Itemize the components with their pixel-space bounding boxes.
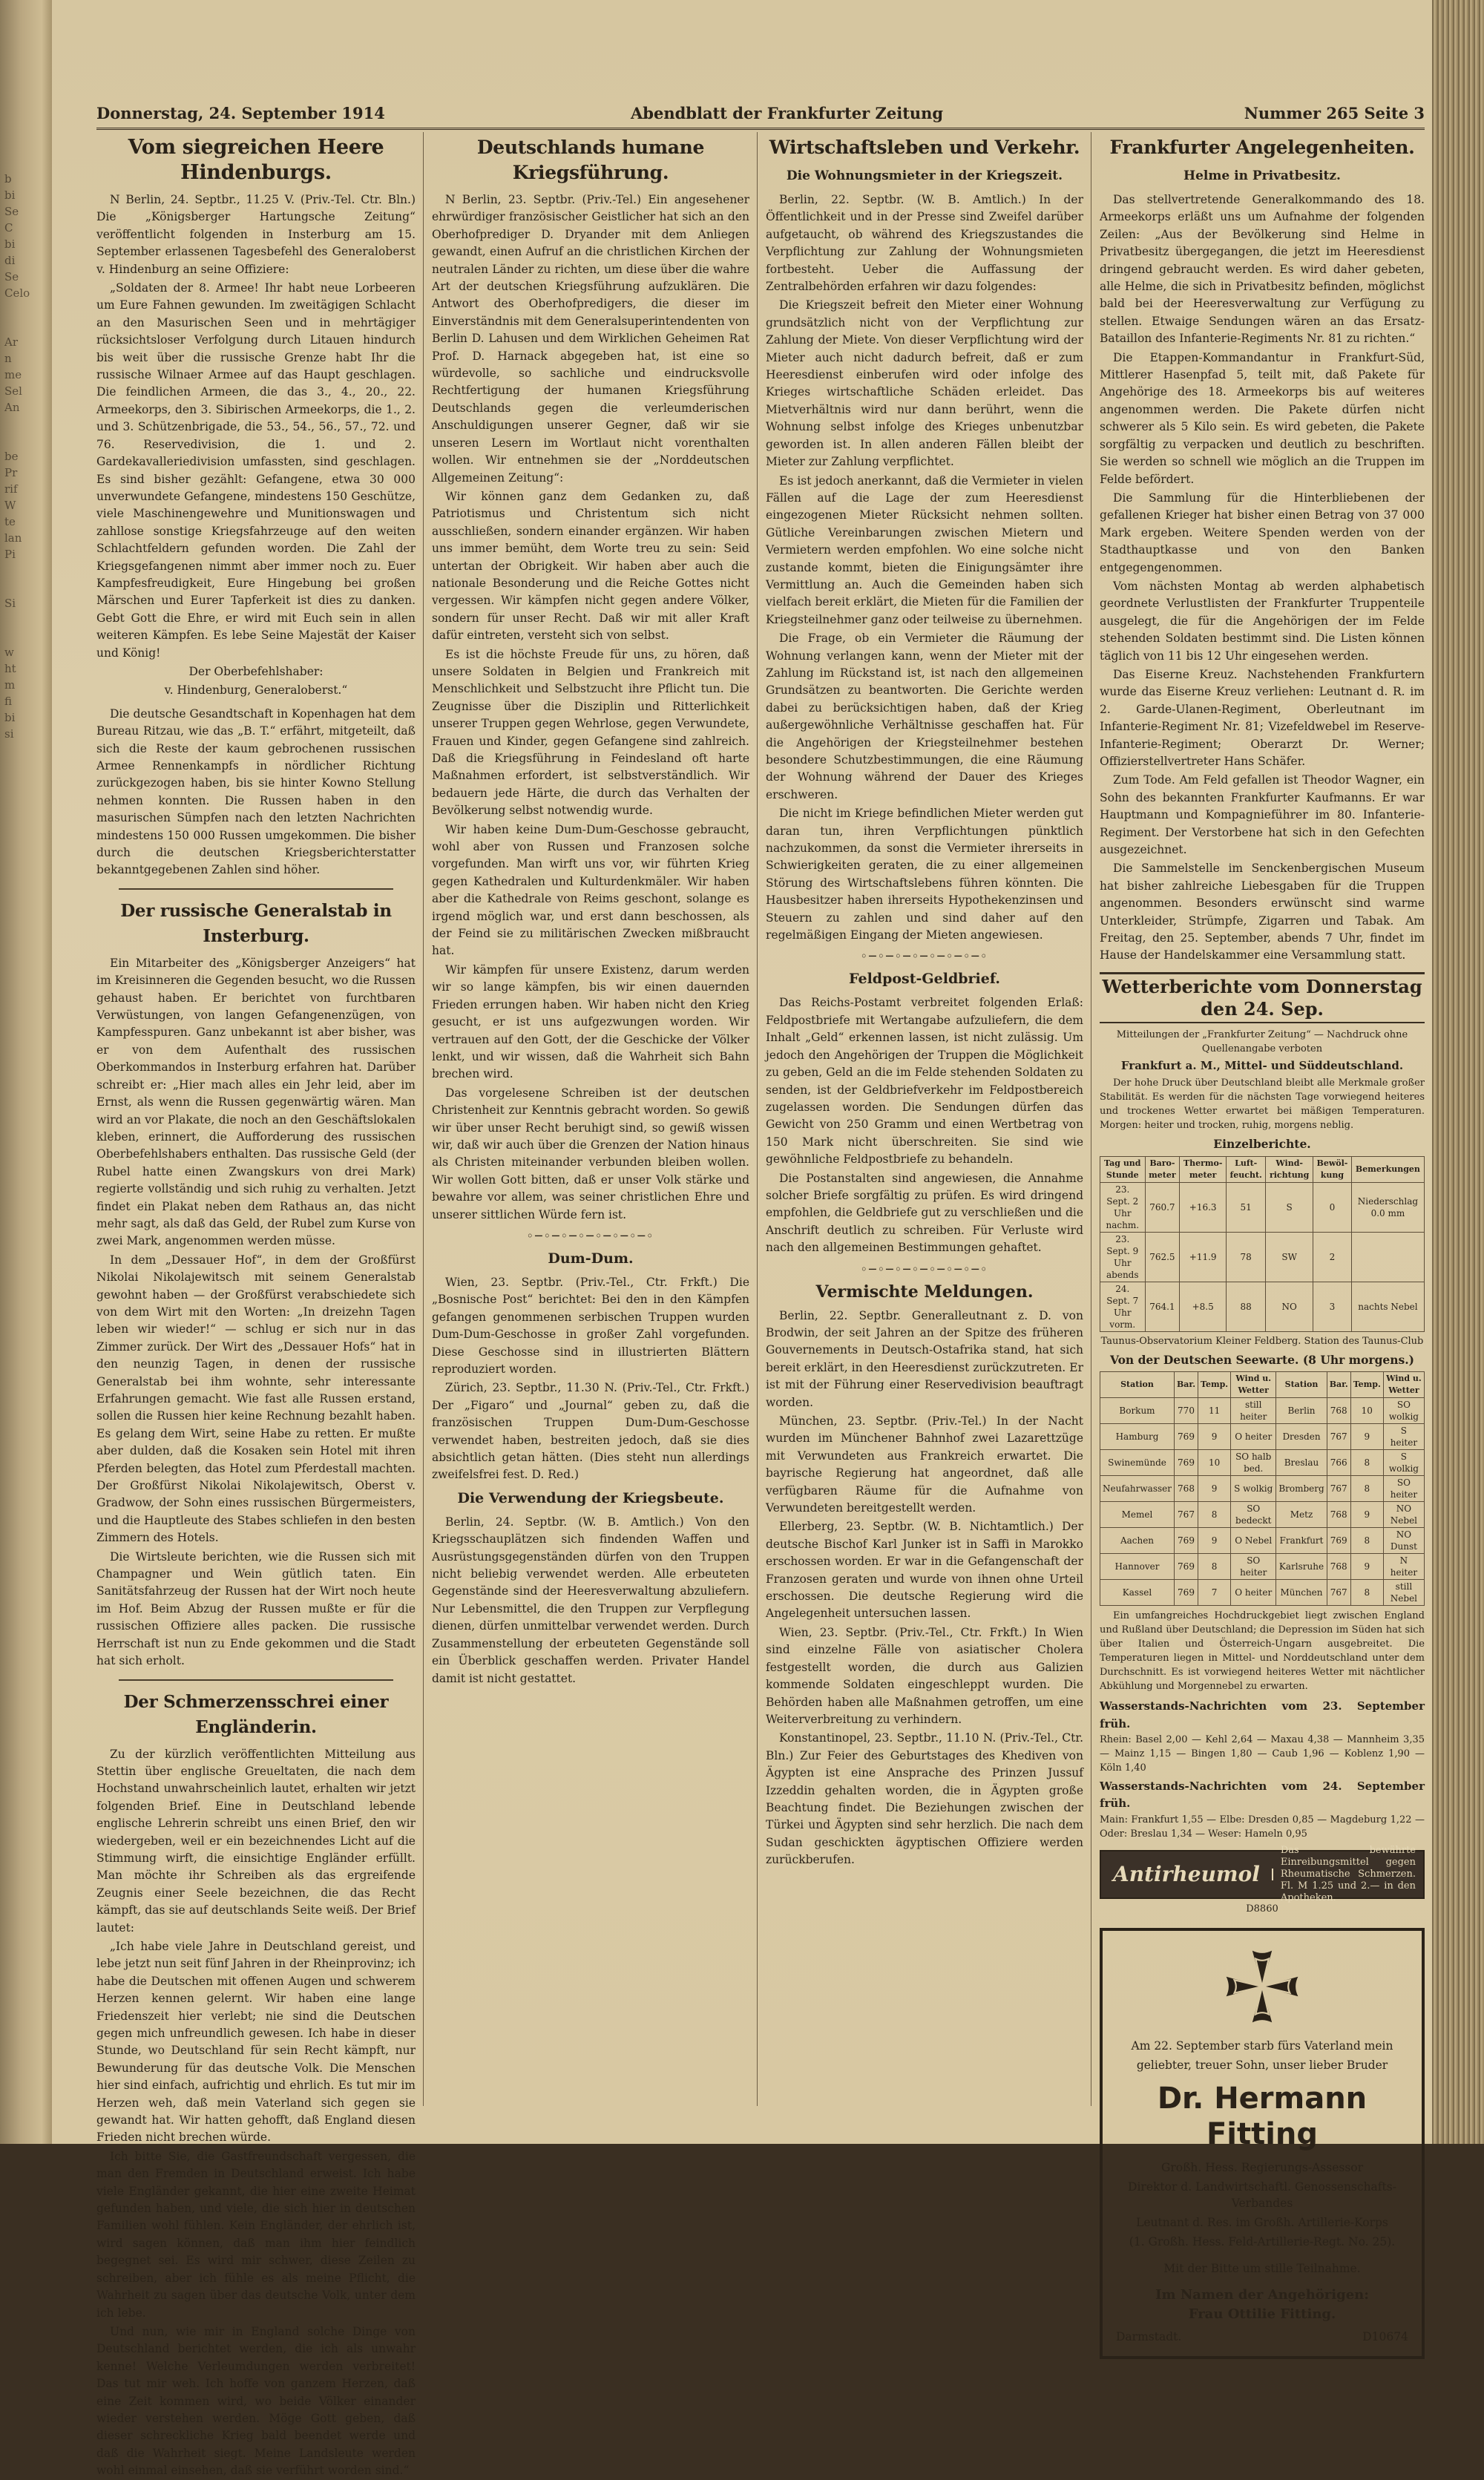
obit-line: Direktor d. Landwirtschaftl. Genossenschafts-Verbandes: [1128, 2179, 1396, 2210]
article-paragraph: N Berlin, 24. Septbr., 11.25 V. (Priv.-Tel. Ctr. Bln.) Die „Königsberger Hartungsche Zeitung“ veröffentlicht folgenden in Insterburg am 15. September erlassenen Tagesbefehl des Generaloberst v. Hindenburg an seine Offiziere:: [96, 193, 416, 276]
taunus-observatory: Taunus-Observatorium Kleiner Feldberg. Station des Taunus-Club: [1100, 1335, 1424, 1347]
weather-local-header-cell: Tag und Stunde: [1100, 1156, 1146, 1182]
masthead-issue: Nummer 265 Seite 3: [1244, 104, 1425, 122]
weather-local-header-cell: Wind-richtung: [1266, 1156, 1313, 1182]
article-paragraph: Die Postanstalten sind angewiesen, die Annahme solcher Briefe sorgfältig zu prüfen. Es wird dringend empfohlen, die Geldbriefe gut zu verschließen und die Anschrift deutlich zu schreiben. Für Verluste wird nach den allgemeinen Bestimmungen gehaftet.: [766, 1171, 1084, 1255]
article-paragraph: Berlin, 24. Septbr. (W. B. Amtlich.) Von den Kriegsschauplätzen sich findenden Waffen und Ausrüstungsgegenständen dürfen von den Truppen nicht beliebig verwendet werden. Alle erbeuteten Gegenstände sind der Heeresverwaltung abzuliefern. Nur Lebensmittel, die den Truppen zur Verpflegung dienen, dürfen unmittelbar verwendet werden. Durch Zusammenstellung der erbeuteten Gegenstände soll ein Überblick geschaffen werden. Privater Handel damit ist nicht gestattet.: [432, 1515, 749, 1685]
weather-local-row: [1100, 1232, 1425, 1282]
seewarte-cell: N heiter: [1383, 1554, 1424, 1580]
article-paragraph: Die nicht im Kriege befindlichen Mieter werden gut daran tun, ihren Verpflichtungen pünktlich nachzukommen, da sonst die Vermieter ihrerseits in Schwierigkeiten geraten, die zu einer allgemeinen Störung des Wirtschaftslebens führen könnten. Die Hausbesitzer haben ihrerseits Hypothekenzinsen und Steuern zu zahlen und sind daher auf den regelmäßigen Eingang der Mieten angewiesen.: [766, 807, 1083, 942]
seewarte-cell: O Nebel: [1231, 1528, 1276, 1554]
article-paragraph: München, 23. Septbr. (Priv.-Tel.) In der Nacht wurden im Münchener Bahnhof zwei Lazarettzüge mit Verwundeten aus Frankreich erwartet. Die bayrische Regierung hat angeordnet, daß alle verfügbaren Räume für die Aufnahme von Verwundeten bereitgestellt werden.: [766, 1414, 1083, 1515]
article-paragraph: Die Wirtsleute berichten, wie die Russen sich mit Champagner und Wein gütlich taten. Ein Sanitätsfahrzeug der Russen hat der Wirt noch heute im Hof. Beim Abzug der Russen mußte er für die russischen Offiziere alles packen. Die russische Herrschaft ist nun zu Ende gekommen und die Stadt hat sich erholt.: [96, 1549, 416, 1668]
seewarte-cell: NO Nebel: [1383, 1502, 1424, 1528]
seewarte-header-cell: Temp.: [1198, 1372, 1231, 1398]
seewarte-header-cell: Station: [1100, 1372, 1175, 1398]
weather-local-cell: 51: [1227, 1182, 1266, 1232]
seewarte-cell: O heiter: [1231, 1424, 1276, 1450]
article-paragraph: Und nun, wie mir in England solche Dinge von Deutschland berichtet werden, die ich als unwahr kenne! Welche Verleumdungen werden verbreitet! Das tut mir weh. Ich hoffe von ganzem Herzen, daß eine Zeit kommen wird, wo beide Völker einander wieder verstehen werden. Möge Gott geben, daß dieser schreckliche Krieg bald beendet werde und daß die Wahrheit siegt. Meine Landsleute werden wohl einmal einsehen, daß sie verführt worden sind.“: [96, 2324, 416, 2478]
article-paragraph: Vom nächsten Montag ab werden alphabetisch geordnete Verlustlisten der Frankfurter Truppenteile ausgelegt, die für die Angehörigen der im Felde stehenden Soldaten bestimmt sind. Die Listen können täglich von 11 bis 12 Uhr eingesehen werden.: [1100, 579, 1425, 663]
weather-table-seewarte: [1100, 1371, 1425, 1606]
weather-local-cell: 0: [1313, 1182, 1352, 1232]
seewarte-text: Ein umfangreiches Hochdruckgebiet liegt zwischen England und Rußland über Deutschland; die Depression im Süden hat sich über Italien und Österreich-Ungarn ausgebreitet. Die Temperaturen liegen in Mittel- und Norddeutschland unter dem Durchschnitt. Es ist vorwiegend heiteres Wetter mit nächtlicher Abkühlung und Morgennebel zu erwarten.: [1100, 1610, 1425, 1693]
seewarte-cell: 767: [1174, 1502, 1198, 1528]
seewarte-cell: 766: [1327, 1450, 1350, 1476]
seewarte-cell: SO bedeckt: [1231, 1502, 1276, 1528]
seewarte-cell: SO heiter: [1231, 1554, 1276, 1580]
weather-forecast: Der hohe Druck über Deutschland bleibt alle Merkmale großer Stabilität. Es werden für die nächsten Tage vorwiegend heiteres und trockenes Wetter erwartet bei mäßigen Temperaturen. Morgen: heiter und trocken, ruhig, morgens neblig.: [1100, 1077, 1425, 1132]
headline-wirtschaft: Wirtschaftsleben und Verkehr.: [769, 137, 1080, 158]
weather-local-row: [1100, 1182, 1425, 1232]
headline-vermischte: Vermischte Meldungen.: [815, 1282, 1034, 1302]
seewarte-cell: SO heiter: [1383, 1476, 1424, 1502]
article-paragraph: Es ist jedoch anerkannt, daß die Vermieter in vielen Fällen auf die Lage der zum Heeresdienst eingezogenen Mieter Rücksicht nehmen sollten. Gütliche Vereinbarungen zwischen Mietern und Vermietern werden empfohlen. Wo eine solche nicht zustande kommt, bieten die Einigungsämter ihre Vermittlung an. Auch die Gemeinden haben sich vielfach bereit erklärt, die Mieten für die Familien der Kriegsteilnehmer ganz oder teilweise zu übernehmen.: [766, 473, 1083, 626]
column-rule: [423, 132, 424, 2106]
wasserstand-title-1: Wasserstands-Nachrichten vom 23. September früh.: [1100, 1699, 1425, 1731]
seewarte-row: [1100, 1554, 1425, 1580]
weather-local-cell: 762.5: [1145, 1232, 1180, 1282]
previous-page-fragments: b bi Se C bi di Se Celo Ar n me Sel An be Pr rif W te lan Pi Si w ht m fi bi si: [4, 172, 30, 741]
headline-kriegsfuehrung: Deutschlands humane Kriegsführung.: [476, 137, 705, 183]
seewarte-cell: 8: [1198, 1554, 1231, 1580]
article-paragraph: Berlin, 22. Septbr. (W. B. Amtlich.) In der Öffentlichkeit und in der Presse sind Zweifel darüber aufgetaucht, ob während des Kriegszustandes die Verpflichtung zur Zahlung der Wohnungsmieten fortbesteht. Ueber die Auffassung der Zentralbehörden erfahren wir dazu folgendes:: [766, 193, 1083, 294]
ad-code: D8860: [1246, 1903, 1278, 1915]
article-paragraph: Ein Mitarbeiter des „Königsberger Anzeigers“ hat im Kreisinneren die Gegenden besucht, wo die Russen gehaust haben. Er berichtet von furchtbaren Verwüstungen, von langen Gefangenenzügen, von Kampfesspuren. Ganz unbekannt ist aber bisher, was er von dem Aufenthalt des russischen Oberkommandos in Insterburg erfahren hat. Darüber schreibt er: „Hier mach alles ein Jehr leid, aber im Ernst, als wenn die Russen gegenwärtig wären. Man wird an vor Plakate, die noch an den Geschäftslokalen kleben, erinnert, die Aufforderung des russischen Oberbefehlshabers enthalten. Das russische Geld (der Rubel hatte einen Zwangskurs von drei Mark) regierte vollständig und sich ruhig zu verhalten. Jetzt findet ein Plakat neben dem Rathaus an, das nicht mehr sagt, als daß das Geld, der Rubel zum Kurse von zwei Mark, angenommen werden müsse.: [96, 956, 416, 1248]
seewarte-header-cell: Wind u. Wetter: [1383, 1372, 1424, 1398]
seewarte-cell: München: [1276, 1580, 1327, 1606]
seewarte-cell: 770: [1174, 1398, 1198, 1424]
article-paragraph: Wien, 23. Septbr. (Priv.-Tel., Ctr. Frkft.) Die „Bosnische Post“ berichtet: Bei den in den Kämpfen gefangen genommenen serbischen Truppen wurden Dum-Dum-Geschosse in großer Zahl vorgefunden. Diese Geschosse sind in illustrierten Blättern reproduziert worden.: [432, 1275, 749, 1376]
headline-kriegsbeute: Die Verwendung der Kriegsbeute.: [457, 1489, 724, 1506]
obit-line: (1. Großh. Hess. Feld-Artillerie-Regt. No. 25).: [1129, 2234, 1396, 2248]
seewarte-header-cell: Wind u. Wetter: [1231, 1372, 1276, 1398]
weather-local-header-cell: Thermo-meter: [1180, 1156, 1227, 1182]
obit-line: Mit der Bitte um stille Teilnahme.: [1163, 2261, 1361, 2275]
seewarte-cell: Bromberg: [1276, 1476, 1327, 1502]
seewarte-cell: Hamburg: [1100, 1424, 1175, 1450]
article-paragraph: Die deutsche Gesandtschaft in Kopenhagen hat dem Bureau Ritzau, wie das „B. T.“ erfährt, mitgeteilt, daß sich die Reste der kaum gebrochenen russischen Armee Rennenkampfs in nördlicher Richtung zurückgezogen haben, bis sie hinter Kowno Stellung nehmen konnten. Die Russen haben in den masurischen Sümpfen nach den letzten Nachrichten mindestens 150 000 Russen umgekommen. Die bisher durch die deutschen Kriegsberichterstatter bekanntgegebenen Zahlen sind höher.: [96, 706, 416, 877]
signature-title: Der Oberbefehlshaber:: [188, 664, 324, 678]
article-paragraph: Berlin, 22. Septbr. Generalleutnant z. D. von Brodwin, der seit Jahren an der Spitze des früheren Gouvernements in Deutsch-Ostafrika stand, hat sich bereit erklärt, in den Heeresdienst zurückzutreten. Er ist mit der Führung einer Reservedivision beauftragt worden.: [766, 1308, 1083, 1409]
seewarte-cell: Neufahrwasser: [1100, 1476, 1175, 1502]
seewarte-cell: 767: [1327, 1580, 1350, 1606]
article-paragraph: Zum Tode. Am Feld gefallen ist Theodor Wagner, ein Sohn des bekannten Frankfurter Kaufmanns. Er war Hauptmann und Kompagnieführer im 80. Infanterie-Regiment. Der Verstorbene hat sich in den Gefechten ausgezeichnet.: [1100, 773, 1425, 857]
seewarte-cell: Hannover: [1100, 1554, 1175, 1580]
masthead-paper-title: Abendblatt der Frankfurter Zeitung: [631, 104, 944, 122]
article-paragraph: Die Kriegszeit befreit den Mieter einer Wohnung grundsätzlich nicht von der Verpflichtung zur Zahlung der Miete. Von dieser Verpflichtung wird der Mieter auch nicht dadurch befreit, daß er zum Heeresdienst einberufen wird oder infolge des Krieges wirtschaftliche Schäden erleidet. Das Mietverhältnis wird nur dann berührt, wenn die Wohnung selbst infolge des Krieges unbenutzbar geworden ist. In allen anderen Fällen bleibt der Mieter zur Zahlung verpflichtet.: [766, 298, 1083, 469]
seewarte-row: [1100, 1580, 1425, 1606]
article-paragraph: Zu der kürzlich veröffentlichten Mitteilung aus Stettin über englische Greueltaten, die nach dem Hochstand unwahrscheinlich lautet, erhalten wir jetzt folgenden Brief. Eine in Deutschland lebende englische Lehrerin schreibt uns einen Brief, den wir wiedergeben, weil er ein bezeichnendes Licht auf die Stimmung wirft, die einsichtige Engländer erfüllt. Man möchte ihr Schreiben als das ergreifende Zeugnis einer Seele bezeichnen, die das Recht kämpft, das sie auf deutschlands Seite weiß. Der Brief lautet:: [96, 1747, 416, 1935]
seewarte-cell: Aachen: [1100, 1528, 1175, 1554]
seewarte-cell: Memel: [1100, 1502, 1175, 1528]
weather-local-cell: NO: [1266, 1282, 1313, 1331]
seewarte-cell: Frankfurt: [1276, 1528, 1327, 1554]
article-paragraph: Die Sammelstelle im Senckenbergischen Museum hat bisher zahlreiche Liebesgaben für die Truppen angenommen. Besonders erwünscht sind warme Unterkleider, Strümpfe, Zigarren und Tabak. Am Freitag, den 25. September, abends 7 Uhr, findet im Hause der Handelskammer eine Versammlung statt.: [1100, 862, 1425, 962]
obit-line: Im Namen der Angehörigen:: [1155, 2286, 1369, 2303]
seewarte-cell: 768: [1327, 1398, 1350, 1424]
seewarte-cell: 9: [1350, 1424, 1383, 1450]
seewarte-header-cell: Bar.: [1327, 1372, 1350, 1398]
seewarte-cell: 9: [1198, 1528, 1231, 1554]
weather-subtitle: Mitteilungen der „Frankfurter Zeitung“ — Nachdruck ohne Quellenangabe verboten: [1116, 1029, 1408, 1054]
seewarte-cell: Karlsruhe: [1276, 1554, 1327, 1580]
seewarte-cell: still heiter: [1231, 1398, 1276, 1424]
seewarte-title: Von der Deutschen Seewarte. (8 Uhr morgens.): [1109, 1352, 1415, 1367]
article-paragraph: Es ist die höchste Freude für uns, zu hören, daß unsere Soldaten in Belgien und Frankreich mit Menschlichkeit und Selbstzucht ihre Pflicht tun. Die Zeugnisse über die Disziplin und Ritterlichkeit unserer Truppen gegen Wehrlose, gegen Verwundete, Frauen und Kinder, gegen Gefangene sind zahlreich. Daß die Kriegsführung in Feindesland oft harte Maßnahmen erfordert, ist selbstverständlich. Wir bedauern jede Härte, die durch das Verhalten der Bevölkerung selbst notwendig wurde.: [432, 647, 749, 818]
seewarte-row: [1100, 1476, 1425, 1502]
seewarte-cell: 9: [1198, 1476, 1231, 1502]
seewarte-row: [1100, 1528, 1425, 1554]
weather-local-row: [1100, 1282, 1425, 1331]
seewarte-cell: 8: [1350, 1476, 1383, 1502]
weather-local-header-cell: Baro-meter: [1145, 1156, 1180, 1182]
masthead: [96, 98, 1425, 130]
wasserstand-title-2: Wasserstands-Nachrichten vom 24. September früh.: [1100, 1779, 1425, 1811]
seewarte-cell: 769: [1327, 1528, 1350, 1554]
column-4: [1100, 132, 1425, 2343]
article-paragraph: Konstantinopel, 23. Septbr., 11.10 N. (Priv.-Tel., Ctr. Bln.) Zur Feier des Geburtstages des Khediven von Ägypten ist eine Ansprache des Prinzen Jussuf Izzeddin gehalten worden, die in Ägypten große Beachtung findet. Die Beziehungen zwischen der Türkei und Ägypten sind sehr herzlich. Die nach dem Sudan geschickten ägyptischen Offiziere werden zurückberufen.: [766, 1731, 1083, 1867]
column-1: [96, 132, 416, 2478]
obit-place: Darmstadt.: [1116, 2329, 1182, 2343]
seewarte-cell: 7: [1198, 1580, 1231, 1606]
section-ornament: ◦─◦─◦─◦─◦─◦─◦─◦: [860, 1262, 989, 1276]
wasserstand-text-2: Main: Frankfurt 1,55 — Elbe: Dresden 0,85 — Magdeburg 1,22 — Oder: Breslau 1,34 — Weser: Hameln 0,95: [1100, 1814, 1425, 1840]
seewarte-row: [1100, 1450, 1425, 1476]
headline-dumdum: Dum-Dum.: [548, 1250, 634, 1267]
article-paragraph: Ich bitte Sie, die Gastfreundschaft vergessen, die man den Fremden in Deutschland erweist. Ich habe viele Engländer gekannt, die hier eine zweite Heimat gefunden haben, und viele, die sich hier in deutschen Familien wohl fühlen. Kein Engländer, der ehrlich ist, wird sagen können, daß man ihm hier feindlich begegnet sei. Es wird mir schwer, diese Zeilen zu schreiben, aber ich fühle es als meine Pflicht, die Wahrheit zu sagen über das deutsche Volk, unter dem ich lebe.: [96, 2149, 416, 2320]
seewarte-cell: Swinemünde: [1100, 1450, 1175, 1476]
article-paragraph: Das vorgelesene Schreiben ist der deutschen Christenheit zur Kenntnis gebracht worden. So gewiß wir über unser Recht beruhigt sind, so gewiß wissen wir, daß wir auch über die Grenzen der Nation hinaus als Christen miteinander verbunden bleiben wollen. Wir wollen Gott bitten, daß er unser Volk stärke und bewahre vor allem, was seiner christlichen Ehre und unserer sittlichen Würde fern ist.: [432, 1086, 749, 1221]
page-stack-edge: [1432, 0, 1484, 2144]
seewarte-cell: Kassel: [1100, 1580, 1175, 1606]
seewarte-header-cell: Temp.: [1350, 1372, 1383, 1398]
seewarte-cell: S wolkig: [1231, 1476, 1276, 1502]
seewarte-header-cell: Station: [1276, 1372, 1327, 1398]
seewarte-cell: 10: [1198, 1450, 1231, 1476]
seewarte-cell: 8: [1350, 1450, 1383, 1476]
seewarte-cell: Breslau: [1276, 1450, 1327, 1476]
article-paragraph: In dem „Dessauer Hof“, in dem der Großfürst Nikolai Nikolajewitsch mit seinem Generalstab gewohnt haben — der Großfürst verabschiedete sich von dem Wirt mit den Worten: „In dreizehn Tagen leben wir wieder!“ — schlug er sich nur in das Zimmer zurück. Der Wirt des „Dessauer Hofs“ hat in den neunzig Tagen, in denen der russische Generalstab bei ihm wohnte, sehr interessante Erfahrungen gemacht. Wie fast alle Russen erstand, sollen die Russen hier keine Rechnung bezahlt haben. Es gelang dem Wirt, seine Habe zu retten. Er mußte aber dulden, daß die Kosaken sein Hotel mit ihren Pferden belegten, das Hotel zum Pferdestall machten. Der Großfürst Nikolai Nikolajewitsch, Oberst v. Gradwow, der Sohn eines russischen Bürgermeisters, und die Hauptleute des Stabes schliefen in den besten Zimmern des Hotels.: [96, 1253, 416, 1545]
obit-line: Am 22. September starb fürs Vaterland mein: [1131, 2038, 1393, 2053]
seewarte-cell: Berlin: [1276, 1398, 1327, 1424]
seewarte-cell: 769: [1174, 1424, 1198, 1450]
headline-hindenburg: Vom siegreichen Heere Hindenburgs.: [128, 136, 384, 184]
obit-line: Leutnant d. Res. im Großh. Artillerie-Korps: [1136, 2215, 1388, 2229]
weather-local-cell: +8.5: [1180, 1282, 1227, 1331]
seewarte-cell: 9: [1350, 1554, 1383, 1580]
seewarte-cell: 768: [1174, 1476, 1198, 1502]
weather-region: Frankfurt a. M., Mittel- und Süddeutschland.: [1120, 1058, 1404, 1072]
obit-line: Frau Ottilie Fitting.: [1188, 2306, 1336, 2322]
weather-local-cell: nachts Nebel: [1351, 1282, 1424, 1331]
weather-local-cell: 78: [1227, 1232, 1266, 1282]
headline-feldpost: Feldpost-Geldbrief.: [849, 971, 1000, 988]
ad-antirheumol: [1100, 1844, 1425, 1903]
weather-local-header-cell: Bewöl-kung: [1313, 1156, 1352, 1182]
seewarte-cell: 768: [1327, 1502, 1350, 1528]
section-divider: [119, 888, 393, 890]
seewarte-cell: 768: [1327, 1554, 1350, 1580]
article-paragraph: Die Sammlung für die Hinterbliebenen der gefallenen Krieger hat bisher einen Betrag von 37 000 Mark ergeben. Weitere Spenden werden von der Stadthauptkasse und von den Banken entgegengenommen.: [1100, 491, 1425, 574]
ad-brand: Antirheumol: [1101, 1869, 1273, 1880]
weather-local-cell: 24. Sept. 7 Uhr vorm.: [1100, 1282, 1146, 1331]
seewarte-cell: 769: [1174, 1528, 1198, 1554]
seewarte-cell: SO wolkig: [1383, 1398, 1424, 1424]
weather-local-cell: 23. Sept. 9 Uhr abends: [1100, 1232, 1146, 1282]
weather-table-local: [1100, 1156, 1425, 1332]
previous-page-edge: [0, 0, 53, 2144]
weather-local-cell: 2: [1313, 1232, 1352, 1282]
article-paragraph: Das Eiserne Kreuz. Nachstehenden Frankfurtern wurde das Eiserne Kreuz verliehen: Leutnant d. R. im 2. Garde-Ulanen-Regiment, Oberleutnant im Infanterie-Regiment Nr. 81; Vizefeldwebel im Reserve-Infanterie-Regiment; Oberarzt Dr. Werner; Offizierstellvertreter Hans Schäfer.: [1100, 667, 1425, 768]
article-paragraph: „Soldaten der 8. Armee! Ihr habt neue Lorbeeren um Eure Fahnen gewunden. Im zweitägigen Schlacht an den Masurischen Seen und in mehrtägiger rücksichtsloser Verfolgung durch Litauen hindurch bis weit über die russische Grenze habt Ihr die russische Wilnaer Armee auf das Haupt geschlagen. Die feindlichen Armeen, die das 3., 4., 20., 22. Armeekorps, den 3. Sibirischen Armeekorps, die 1., 2. und 3. Schützenbrigade, die 53., 54., 56., 57., 72. und 76. Reservedivision, die 1. und 2. Gardekavalleriedivision umfassten, sind geschlagen. Es sind bisher gezählt: Gefangene, etwa 30 000 unverwundete Gefangene, mindestens 150 Geschütze, viele Maschinengewehre und Munitionswagen und zahllose sonstige Kriegsfahrzeuge auf den weiten Schlachtfeldern gefunden worden. Die Zahl der Kriegsgefangenen nimmt aber immer noch zu. Euer Kampfesfreudigkeit, Eure Hingebung bei großen Märschen und Eurer Tapferkeit ist dies zu danken. Gebt Gott die Ehre, er wird mit Euch sein in allen weiteren Kämpfen. Es lebe Seine Majestät der Kaiser und König!: [96, 281, 416, 660]
weather-local-cell: 23. Sept. 2 Uhr nachm.: [1100, 1182, 1146, 1232]
seewarte-cell: 11: [1198, 1398, 1231, 1424]
obit-line: geliebter, treuer Sohn, unser lieber Bruder: [1136, 2058, 1388, 2072]
einzelberichte-title: Einzelberichte.: [1213, 1137, 1311, 1152]
ad-text: Das bewährte Einreibungsmittel gegen Rheumatische Schmerzen. Fl. M 1.25 und 2.— in den Apotheken.: [1280, 1844, 1416, 1903]
weather-local-cell: 760.7: [1145, 1182, 1180, 1232]
seewarte-cell: S wolkig: [1383, 1450, 1424, 1476]
seewarte-cell: NO Dunst: [1383, 1528, 1424, 1554]
seewarte-cell: 769: [1174, 1554, 1198, 1580]
seewarte-cell: 767: [1327, 1424, 1350, 1450]
weather-local-cell: Niederschlag 0.0 mm: [1351, 1182, 1424, 1232]
obit-line: Großh. Hess. Regierungs-Assessor: [1160, 2160, 1364, 2174]
signature-name: v. Hindenburg, Generaloberst.“: [164, 683, 348, 698]
weather-local-cell: 3: [1313, 1282, 1352, 1331]
article-paragraph: N Berlin, 23. Septbr. (Priv.-Tel.) Ein angesehener ehrwürdiger französischer Geistlicher hat sich an den Oberhofprediger D. Dryander mit dem Anliegen gewandt, einen Aufruf an die christlichen Kirchen der neutralen Länder zu richten, um diese über die wahre Art der deutschen Kriegsführung aufzuklären. Die Antwort des Oberhofpredigers, die dieser im Einverständnis mit dem Generalsuperintendenten von Berlin D. Lahusen und dem Wirklichen Geheimen Rat Prof. D. Harnack abgegeben hat, ist eine so würdevolle, so sachliche und eindrucksvolle Rechtfertigung der humanen Kriegsführung Deutschlands gegen die verleumderischen Anschuldigungen unserer Gegner, daß wir sie unseren Lesern im Wortlaut nicht vorenthalten wollen. Wir entnehmen sie der „Norddeutschen Allgemeinen Zeitung“:: [432, 193, 749, 485]
seewarte-cell: 8: [1350, 1528, 1383, 1554]
article-paragraph: Das Reichs-Postamt verbreitet folgenden Erlaß: Feldpostbriefe mit Wertangabe aufzuliefern, die dem Inhalt „Geld“ erkennen lassen, ist nicht zulässig. Um jedoch den Angehörigen der Truppen die Möglichkeit zu geben, Geld an die im Felde stehenden Soldaten zu senden, ist der Geldbriefverkehr im Feldpostbereich zugelassen worden. Die Sendungen dürfen das Gewicht von 250 Gramm und einen Wertbetrag von 150 Mark nicht überschreiten. Sie sind wie gewöhnliche Feldpostbriefe zu behandeln.: [766, 996, 1083, 1167]
column-rule: [757, 132, 758, 2106]
headline-generalstab: Der russische Generalstab in Insterburg.: [120, 900, 392, 946]
seewarte-row: [1100, 1502, 1425, 1528]
column-2: [432, 132, 749, 2106]
seewarte-cell: SO halb bed.: [1231, 1450, 1276, 1476]
masthead-date: Donnerstag, 24. September 1914: [96, 104, 385, 122]
headline-englaenderin: Der Schmerzensschrei einer Engländerin.: [123, 1691, 389, 1737]
weather-local-cell: SW: [1266, 1232, 1313, 1282]
seewarte-cell: 10: [1350, 1398, 1383, 1424]
weather-local-header-cell: Luft-feucht.: [1227, 1156, 1266, 1182]
headline-frankfurt: Frankfurter Angelegenheiten.: [1109, 137, 1415, 158]
seewarte-cell: 8: [1198, 1502, 1231, 1528]
seewarte-row: [1100, 1398, 1425, 1424]
subhead-helme: Helme in Privatbesitz.: [1183, 168, 1341, 183]
seewarte-cell: S heiter: [1383, 1424, 1424, 1450]
column-3: [766, 132, 1083, 2106]
section-divider: [119, 1679, 393, 1681]
article-paragraph: Die Frage, ob ein Vermieter die Räumung der Wohnung verlangen kann, wenn der Mieter mit der Zahlung im Rückstand ist, ist nach den allgemeinen Grundsätzen zu beantworten. Die Gerichte werden dabei zu berücksichtigen haben, daß der Krieg außergewöhnliche Verhältnisse geschaffen hat. Für die Angehörigen der Kriegsteilnehmer bestehen besondere Schutzbestimmungen, die eine Räumung der Wohnung während der Dauer des Krieges erschweren.: [766, 632, 1083, 801]
article-paragraph: Wir haben keine Dum-Dum-Geschosse gebraucht, wohl aber von Russen und Franzosen solche vorgefunden. Man wirft uns vor, wir führten Krieg gegen Kathedralen und Kulturdenkmäler. Wir haben aber die Kathedrale von Reims geschont, solange es irgend möglich war, und erst dann beschossen, als der Feind sie zu militärischen Zwecken mißbraucht hat.: [432, 822, 749, 958]
article-paragraph: Wien, 23. Septbr. (Priv.-Tel., Ctr. Frkft.) In Wien sind einzelne Fälle von asiatischer Cholera festgestellt worden, die durch aus Galizien kommende Soldaten eingeschleppt wurden. Die Behörden haben alle Maßnahmen getroffen, um eine Weiterverbreitung zu verhindern.: [766, 1625, 1083, 1726]
weather-local-cell: +11.9: [1180, 1232, 1227, 1282]
wasserstand-text-1: Rhein: Basel 2,00 — Kehl 2,64 — Maxau 4,38 — Mannheim 3,35 — Mainz 1,15 — Bingen 1,80 — Caub 1,96 — Koblenz 1,90 — Köln 1,40: [1100, 1733, 1425, 1774]
weather-local-cell: 764.1: [1145, 1282, 1180, 1331]
weather-local-cell: S: [1266, 1182, 1313, 1232]
page-content: [52, 0, 1432, 2478]
seewarte-cell: still Nebel: [1383, 1580, 1424, 1606]
section-ornament: ◦─◦─◦─◦─◦─◦─◦─◦: [526, 1228, 655, 1243]
seewarte-header-cell: Bar.: [1174, 1372, 1198, 1398]
section-ornament: ◦─◦─◦─◦─◦─◦─◦─◦: [860, 949, 989, 964]
seewarte-cell: 769: [1174, 1580, 1198, 1606]
weather-local-cell: [1351, 1232, 1424, 1282]
seewarte-cell: 9: [1350, 1502, 1383, 1528]
seewarte-cell: Borkum: [1100, 1398, 1175, 1424]
article-paragraph: Wir kämpfen für unsere Existenz, darum werden wir so lange kämpfen, bis wir einen dauernden Frieden errungen haben. Wir haben nicht den Krieg gesucht, er ist uns aufgezwungen worden. Wir vertrauen auf den Gott, der die Geschicke der Völker lenkt, und wir wissen, daß die Wahrheit sich Bahn brechen wird.: [432, 962, 749, 1081]
subhead-wohnungsmieter: Die Wohnungsmieter in der Kriegszeit.: [786, 168, 1063, 183]
weather-local-cell: 88: [1227, 1282, 1266, 1331]
seewarte-cell: 769: [1174, 1450, 1198, 1476]
seewarte-cell: O heiter: [1231, 1580, 1276, 1606]
obit-code: D10674: [1362, 2329, 1408, 2343]
obituary-notice: [1100, 1928, 1425, 2359]
weather-local-header-cell: Bemerkungen: [1351, 1156, 1424, 1182]
iron-cross-icon: [1221, 1946, 1303, 2027]
seewarte-cell: 767: [1327, 1476, 1350, 1502]
seewarte-row: [1100, 1424, 1425, 1450]
article-paragraph: Ellerberg, 23. Septbr. (W. B. Nichtamtlich.) Der deutsche Bischof Karl Junker ist in Saffi in Marokko erschossen worden. Er war in die Gefangenschaft der Franzosen geraten und wurde von ihnen ohne Urteil erschossen. Die deutsche Regierung wird die Angelegenheit untersuchen lassen.: [766, 1520, 1083, 1621]
article-paragraph: Wir können ganz dem Gedanken zu, daß Patriotismus und Christentum sich nicht ausschließen, sondern einander ergänzen. Wir haben uns immer bemüht, dem Worte treu zu sein: Seid untertan der Obrigkeit. Wir haben aber auch die nationale Besonderung und die Reiche Gottes nicht vergessen. Wir kämpfen nicht gegen andere Völker, sondern für unser Recht. Daß wir mit aller Kraft dafür eintreten, versteht sich von selbst.: [432, 489, 749, 643]
article-paragraph: Zürich, 23. Septbr., 11.30 N. (Priv.-Tel., Ctr. Frkft.) Der „Figaro“ und „Journal“ geben zu, daß die französischen Truppen Dum-Dum-Geschosse verwendet haben, bestreiten jedoch, daß sie dies absichtlich getan hätten. (Dies steht nun allerdings zweifelsfrei fest. D. Red.): [432, 1381, 749, 1482]
weather-local-cell: +16.3: [1180, 1182, 1227, 1232]
article-paragraph: Das stellvertretende Generalkommando des 18. Armeekorps erläßt uns um Aufnahme der folgenden Zeilen: „Aus der Bevölkerung sind Helme in Privatbesitz übergegangen, die jetzt im Heeresdienst dringend gebraucht werden. Es wird daher gebeten, alle Helme, die sich in Privatbesitz befinden, möglichst bald bei der Heeresverwaltung zur Verfügung zu stellen. Etwaige Sendungen wären an das Ersatz-Bataillon des Infanterie-Regiments Nr. 81 zu richten.“: [1100, 193, 1425, 346]
seewarte-cell: 9: [1198, 1424, 1231, 1450]
article-paragraph: „Ich habe viele Jahre in Deutschland gereist, und lebe jetzt nun seit fünf Jahren in der Rheinprovinz; ich habe die Deutschen mit offenen Augen und schwerem Herzen kennen gelernt. Wir haben eine lange Friedenszeit hier verlebt; nie sind die Deutschen gegen mich unfreundlich gewesen. Ich habe in dieser Stunde, wo Deutschland für sein Recht kämpft, nur Bewunderung für das deutsche Volk. Die Menschen hier sind einfach, aufrichtig und ehrlich. Es tut mir im Herzen weh, daß mein Vaterland sich gegen sie gewandt hat. Wir hatten gehofft, daß England diesen Frieden nicht brechen würde.: [96, 1939, 416, 2145]
obit-name: Dr. Hermann Fitting: [1157, 2081, 1368, 2151]
seewarte-cell: Metz: [1276, 1502, 1327, 1528]
seewarte-cell: 8: [1350, 1580, 1383, 1606]
weather-report-title: Wetterberichte vom Donnerstag den 24. Sep.: [1100, 972, 1425, 1023]
seewarte-cell: Dresden: [1276, 1424, 1327, 1450]
article-paragraph: Die Etappen-Kommandantur in Frankfurt-Süd, Mittlerer Hasenpfad 5, teilt mit, daß Pakete für Angehörige des 18. Armeekorps bis auf weiteres angenommen werden. Die Pakete dürfen nicht schwerer als 5 Kilo sein. Es wird gebeten, die Pakete sorgfältig zu verpacken und deutlich zu beschriften. Sie werden so schnell wie möglich an die Truppen im Felde befördert.: [1100, 350, 1425, 486]
